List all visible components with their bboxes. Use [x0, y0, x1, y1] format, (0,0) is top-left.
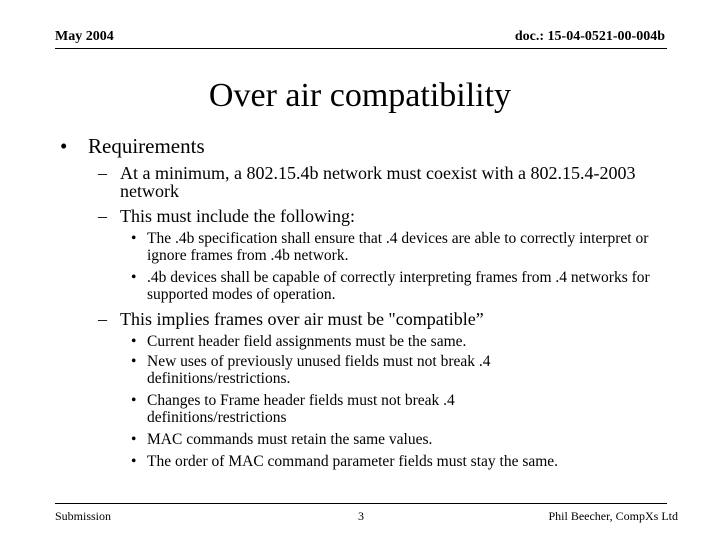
item-interpret-frames: .4b devices shall be capable of correctly interpreting frames from .4 networks for supported modes of operation. [147, 269, 650, 303]
sub-bullet-coexist: At a minimum, a 802.15.4b network must coexist with a 802.15.4-2003 network [120, 163, 636, 201]
footer-submission: Submission [55, 509, 112, 523]
sub-bullet-include: This must include the following: [120, 206, 355, 226]
dash-marker: – [98, 206, 107, 226]
bullet-requirements: Requirements [88, 134, 205, 158]
header-rule [55, 48, 667, 49]
item-frame-header-changes: Changes to Frame header fields must not break .4 definitions/restrictions [147, 392, 455, 426]
dash-marker: – [98, 163, 107, 183]
footer-page-number: 3 [358, 509, 364, 523]
dot-marker: • [131, 230, 137, 247]
item-ensure-compat: The .4b specification shall ensure that .4 devices are able to correctly interpret or ignore frames from .4b network. [147, 230, 649, 264]
header-doc-id: doc.: 15-04-0521-00-004b [514, 29, 665, 44]
header-date: May 2004 [55, 29, 114, 44]
item-mac-param-order: The order of MAC command parameter fields must stay the same. [147, 453, 559, 470]
footer-rule [55, 503, 667, 504]
item-header-fields: Current header field assignments must be the same. [147, 333, 467, 350]
sub-bullet-implies: This implies frames over air must be "compatible” [120, 309, 484, 329]
dash-marker: – [98, 309, 107, 329]
dot-marker: • [131, 353, 137, 370]
dot-marker: • [131, 392, 137, 409]
dot-marker: • [131, 431, 137, 448]
item-unused-fields: New uses of previously unused fields must not break .4 definitions/restrictions. [147, 353, 491, 387]
bullet-marker: • [60, 134, 68, 158]
dot-marker: • [131, 269, 137, 286]
footer-author: Phil Beecher, CompXs Ltd [548, 509, 678, 523]
item-mac-commands: MAC commands must retain the same values. [147, 431, 433, 448]
dot-marker: • [131, 333, 137, 350]
dot-marker: • [131, 453, 137, 470]
slide-title: Over air compatibility [208, 77, 512, 114]
